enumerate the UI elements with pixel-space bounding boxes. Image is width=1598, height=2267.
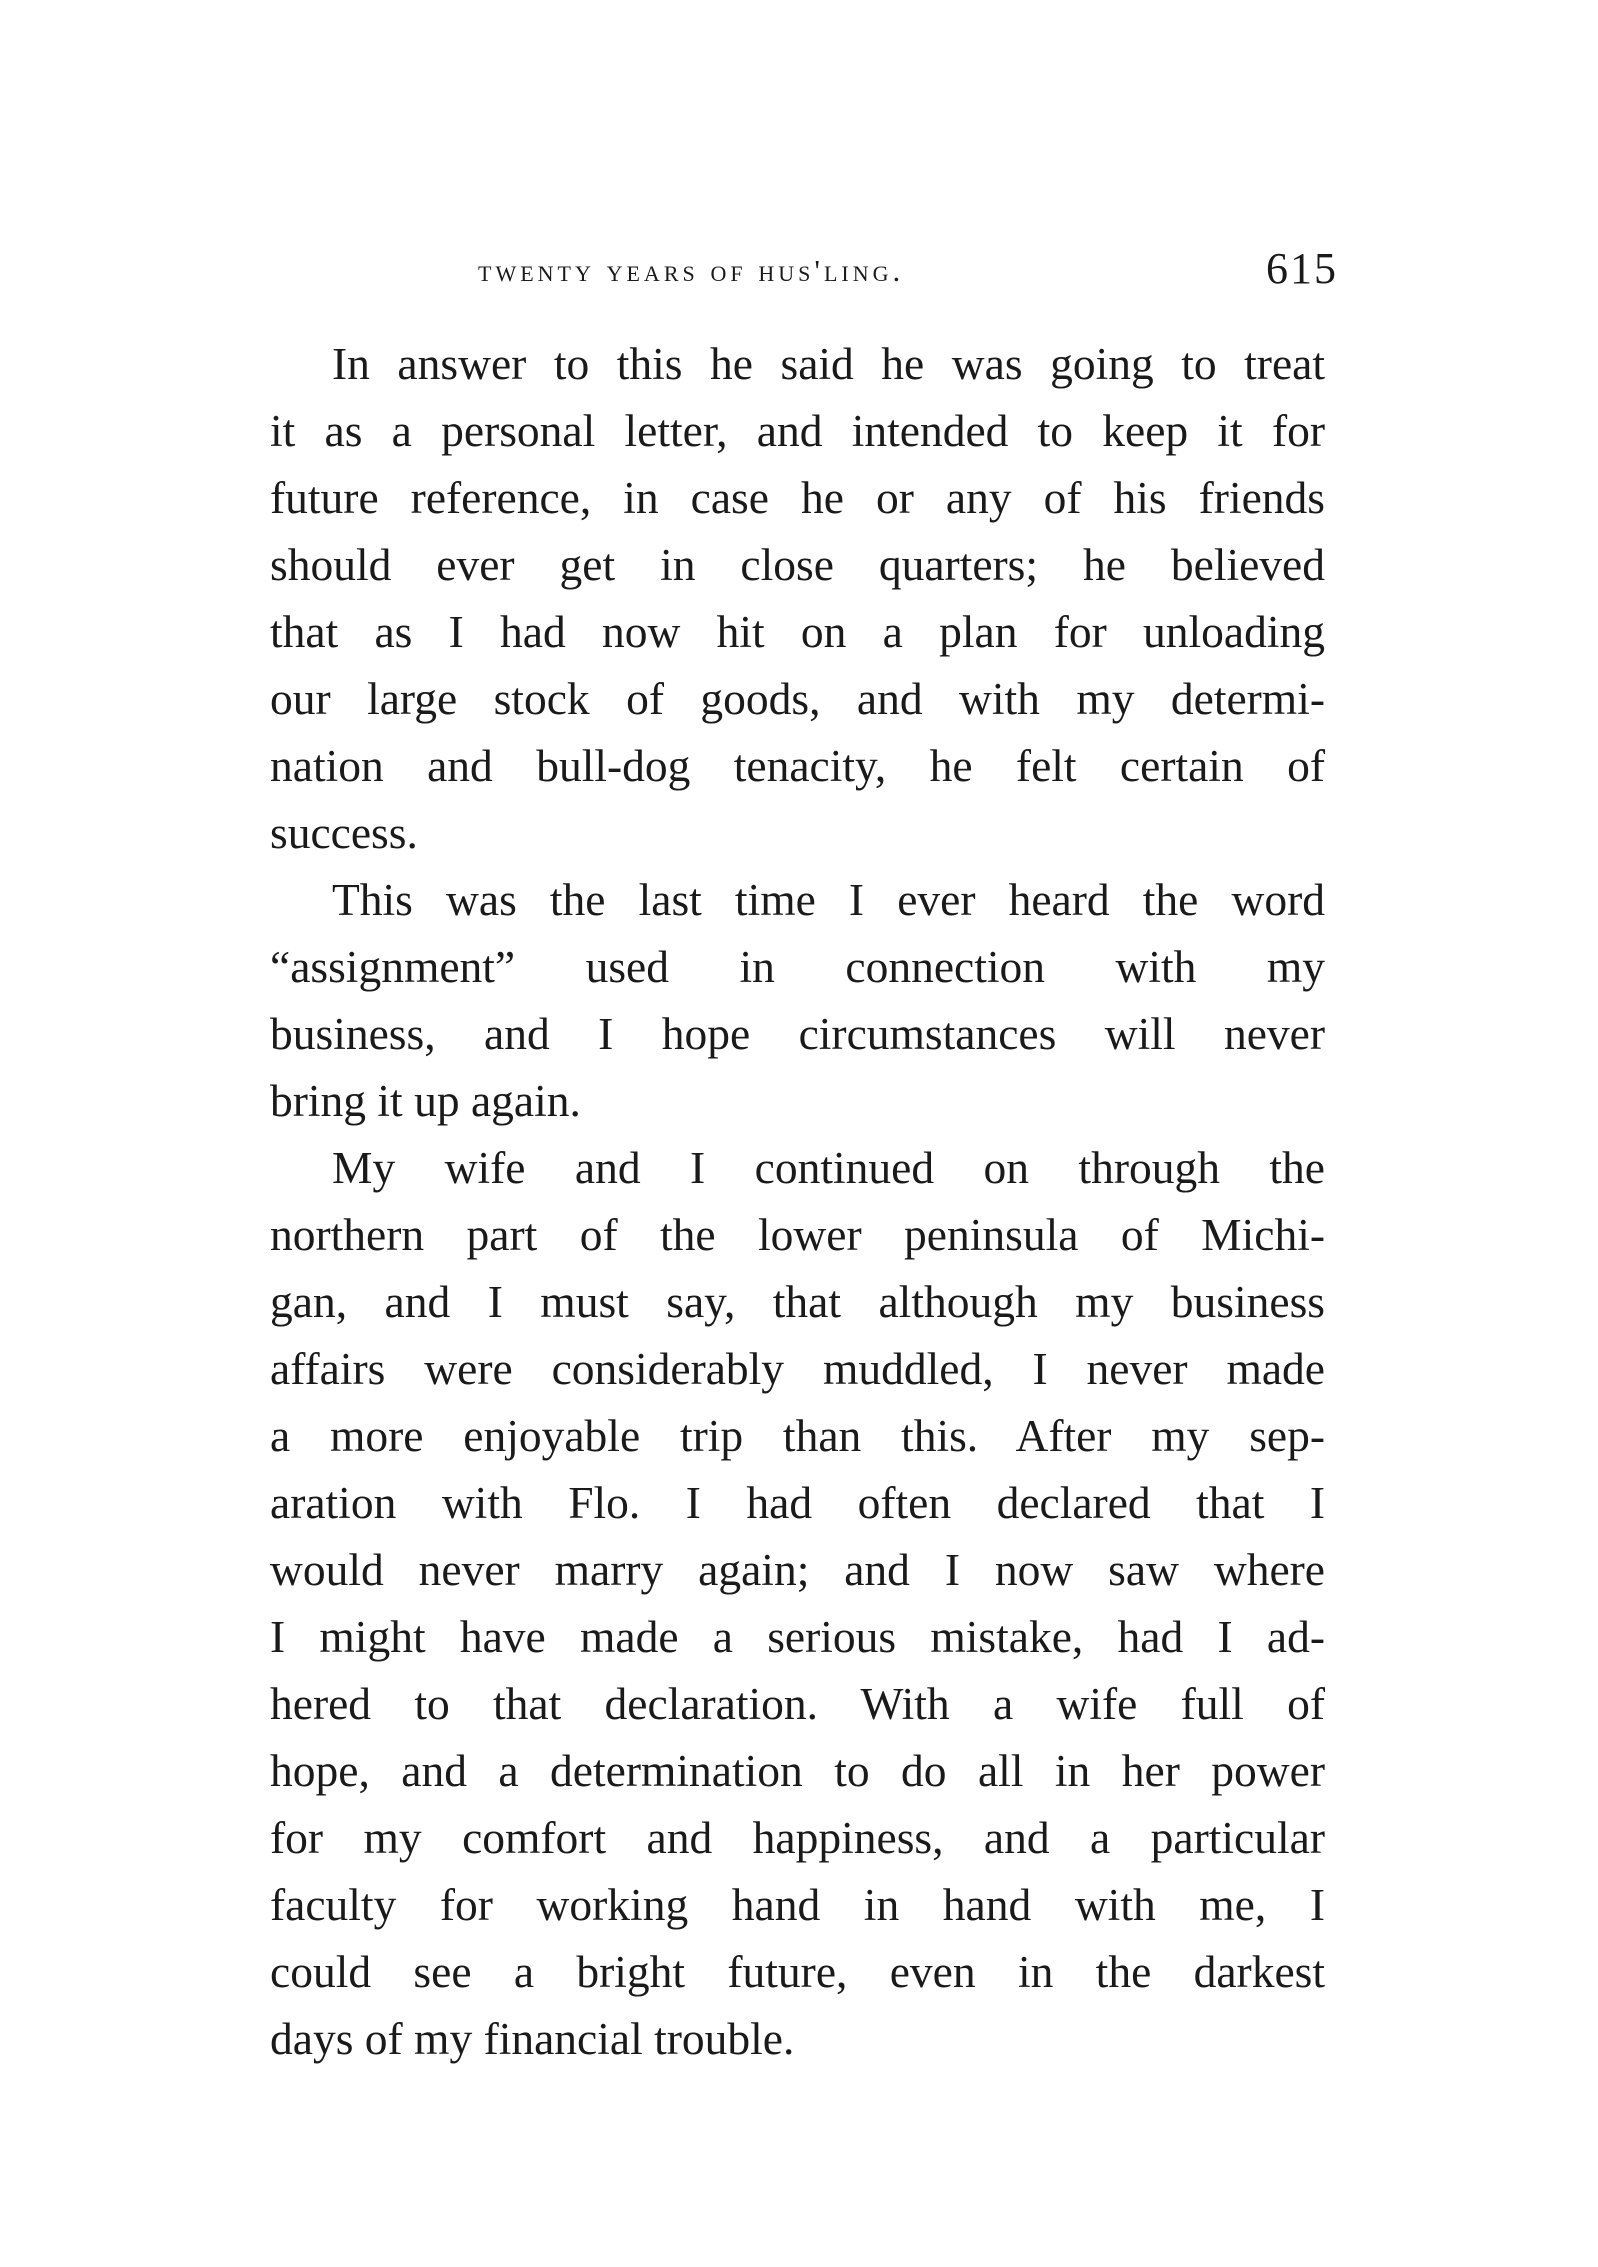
running-head: [478, 243, 1338, 303]
text-line: it as a personal letter, and intended to keep it for: [270, 405, 1325, 456]
text-line: our large stock of goods, and with my determi-: [270, 673, 1325, 724]
text-line: that as I had now hit on a plan for unloading: [270, 606, 1325, 657]
page-number: 615: [1266, 244, 1338, 293]
text-line: bring it up again.: [270, 1075, 581, 1126]
text-line: nation and bull-dog tenacity, he felt certain of: [270, 740, 1325, 791]
text-line: My wife and I continued on through the: [332, 1142, 1325, 1193]
text-line: aration with Flo. I had often declared that I: [270, 1477, 1325, 1528]
text-line: business, and I hope circumstances will never: [270, 1008, 1325, 1059]
text-line: northern part of the lower peninsula of Michi-: [270, 1209, 1325, 1260]
body-text: [270, 330, 1325, 2072]
text-line: could see a bright future, even in the darkest: [270, 1946, 1325, 1997]
text-line: would never marry again; and I now saw where: [270, 1544, 1325, 1595]
text-line: days of my financial trouble.: [270, 2013, 795, 2064]
paragraph-3: [270, 1134, 1325, 2072]
text-line: gan, and I must say, that although my business: [270, 1276, 1325, 1327]
paragraph-1: [270, 330, 1325, 866]
text-line: This was the last time I ever heard the word: [332, 874, 1325, 925]
running-title: twenty years of hus'ling.: [478, 253, 905, 288]
text-line: should ever get in close quarters; he believed: [270, 539, 1325, 590]
text-line: affairs were considerably muddled, I never made: [270, 1343, 1325, 1394]
text-line: hope, and a determination to do all in her power: [270, 1745, 1325, 1796]
text-line: for my comfort and happiness, and a particular: [270, 1812, 1325, 1863]
text-line: hered to that declaration. With a wife full of: [270, 1678, 1325, 1729]
paragraph-2: [270, 866, 1325, 1134]
text-line: I might have made a serious mistake, had I ad-: [270, 1611, 1325, 1662]
text-line: future reference, in case he or any of his friends: [270, 472, 1325, 523]
text-line: In answer to this he said he was going to treat: [332, 338, 1325, 389]
text-line: success.: [270, 807, 418, 858]
text-line: a more enjoyable trip than this. After my sep-: [270, 1410, 1325, 1461]
text-line: “assignment” used in connection with my: [270, 941, 1325, 992]
text-line: faculty for working hand in hand with me, I: [270, 1879, 1325, 1930]
